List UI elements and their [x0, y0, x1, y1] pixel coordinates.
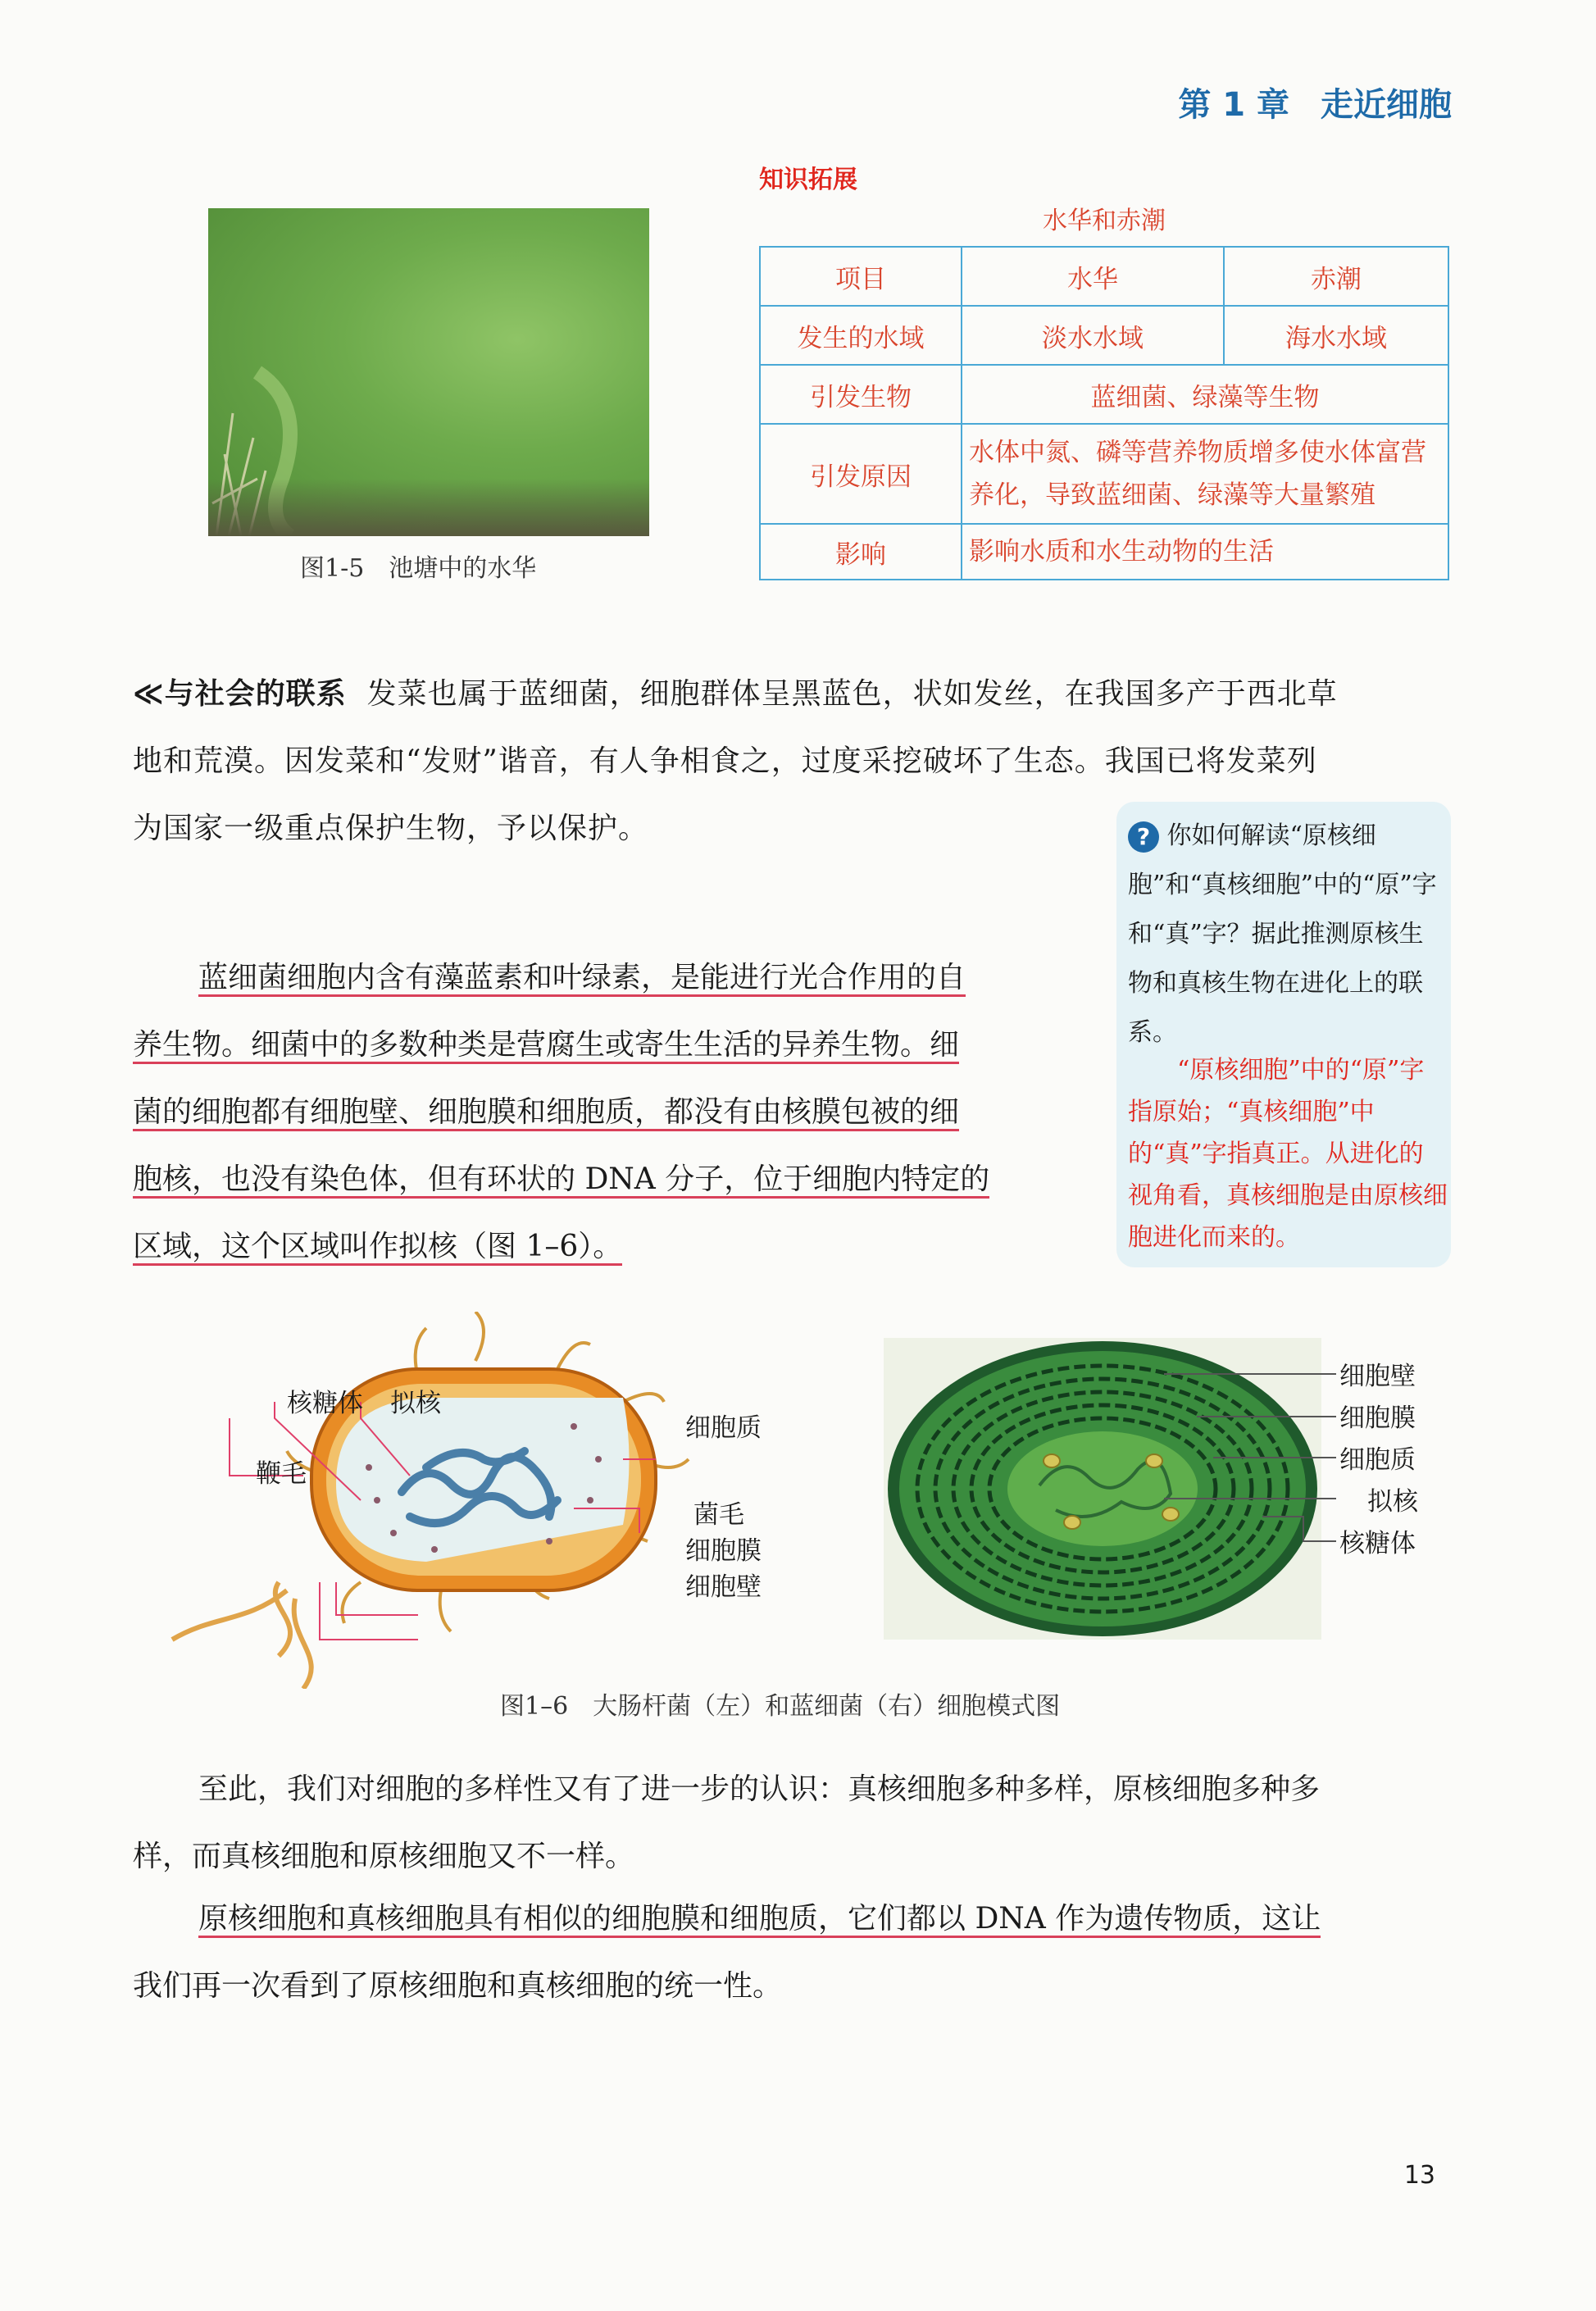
table-cell: 海水水域 [1224, 306, 1448, 365]
table-header-cell: 项目 [760, 247, 962, 306]
chapter-header [1178, 79, 1452, 125]
page-number: 13 [1403, 2161, 1435, 2190]
paragraph-line: 区域，这个区域叫作拟核（图 1–6）。 [133, 1230, 622, 1266]
paragraph-prokaryote [133, 944, 1100, 1281]
sidebar-answer: “原核细胞”中的“原”字指原始；“真核细胞”中的“真”字指真正。从进化的视角看，真核细胞是由原核细胞进化而来的。 [1128, 1056, 1448, 1252]
cyano-label: 核糖体 [1339, 1529, 1416, 1558]
paragraph-unity [133, 1886, 1461, 2020]
figure-1-6-caption: 图1–6 大肠杆菌（左）和蓝细菌（右）细胞模式图 [500, 1692, 1061, 1721]
ecoli-label-pili: 菌毛 [693, 1500, 744, 1530]
paragraph-diversity [133, 1756, 1461, 1890]
pond-water-bloom-photo [208, 208, 649, 536]
cyano-leader-lines [1164, 1361, 1353, 1558]
paragraph-line: 原核细胞和真核细胞具有相似的细胞膜和细胞质，它们都以 DNA 作为遗传物质，这让 [198, 1902, 1321, 1938]
ecoli-label-wall: 细胞壁 [685, 1572, 762, 1602]
table-cell: 淡水水域 [962, 306, 1224, 365]
table-cell: 蓝细菌、绿藻等生物 [962, 365, 1448, 424]
chapter-title: 走近细胞 [1321, 86, 1452, 124]
figure-1-5-caption: 图1-5 池塘中的水华 [300, 554, 537, 583]
table-header-cell: 赤潮 [1224, 247, 1448, 306]
society-text-line: 发菜也属于蓝细菌，细胞群体呈黑蓝色，状如发丝，在我国多产于西北草 [366, 677, 1338, 711]
ecoli-label-membrane: 细胞膜 [685, 1536, 762, 1566]
society-text-line: 为国家一级重点保护生物，予以保护。 [133, 812, 649, 845]
table-cell: 影响水质和水生动物的生活 [962, 524, 1448, 580]
sidebar-question-text: 你如何解读“原核细胞”和“真核细胞”中的“原”字和“真”字？据此推测原核生物和真核生物在进化上的联系。 [1128, 821, 1437, 1047]
table-cell: 发生的水域 [760, 306, 962, 365]
ecoli-label-nucleoid: 拟核 [390, 1389, 441, 1418]
paragraph-line: 胞核，也没有染色体，但有环状的 DNA 分子，位于细胞内特定的 [133, 1162, 989, 1199]
section-title: 与社会的联系 [164, 677, 347, 711]
table-row [760, 524, 1448, 580]
cyano-label: 细胞壁 [1339, 1362, 1416, 1391]
knowledge-extension-label: 知识拓展 [759, 166, 857, 194]
ecoli-cell-diagram [164, 1312, 738, 1689]
table-row [760, 365, 1448, 424]
cyano-label: 拟核 [1367, 1487, 1418, 1517]
table-row [760, 306, 1448, 365]
cyano-label: 细胞膜 [1339, 1403, 1416, 1433]
paragraph-line: 菌的细胞都有细胞壁、细胞膜和细胞质，都没有由核膜包被的细 [133, 1095, 959, 1131]
chapter-number: 第 1 章 [1178, 86, 1289, 124]
paragraph-line: 我们再一次看到了原核细胞和真核细胞的统一性。 [133, 1969, 783, 2003]
sidebar-question [1128, 812, 1448, 1058]
cyano-labels [1339, 1356, 1446, 1565]
table-title: 水华和赤潮 [1043, 207, 1166, 235]
society-text-line: 地和荒漠。因发菜和“发财”谐音，有人争相食之，过度采挖破坏了生态。我国已将发菜列 [133, 744, 1317, 778]
question-icon: ? [1128, 821, 1159, 853]
ecoli-label-ribosome: 核糖体 [287, 1389, 363, 1418]
paragraph-line: 至此，我们对细胞的多样性又有了进一步的认识：真核细胞多种多样，原核细胞多种多 [198, 1772, 1321, 1806]
table-cell: 引发生物 [760, 365, 962, 424]
cyano-label: 细胞质 [1339, 1445, 1416, 1475]
table-cell: 影响 [760, 524, 962, 580]
paragraph-line: 样，而真核细胞和原核细胞又不一样。 [133, 1840, 635, 1873]
table-row [760, 424, 1448, 524]
ecoli-label-flagellum: 鞭毛 [256, 1459, 307, 1489]
table-cell: 引发原因 [760, 424, 962, 524]
table-cell: 水体中氮、磷等营养物质增多使水体富营养化，导致蓝细菌、绿藻等大量繁殖 [962, 424, 1448, 524]
ecoli-label-cytoplasm: 细胞质 [685, 1413, 762, 1443]
water-bloom-red-tide-table [759, 246, 1449, 580]
paragraph-line: 养生物。细菌中的多数种类是营腐生或寄生生活的异养生物。细 [133, 1028, 959, 1064]
table-header-cell: 水华 [962, 247, 1224, 306]
flagellum-drawing [172, 1582, 311, 1689]
section-marker-icon: ≪ [133, 677, 165, 711]
table-header-row [760, 247, 1448, 306]
paragraph-line: 蓝细菌细胞内含有藻蓝素和叶绿素，是能进行光合作用的自 [198, 961, 966, 997]
